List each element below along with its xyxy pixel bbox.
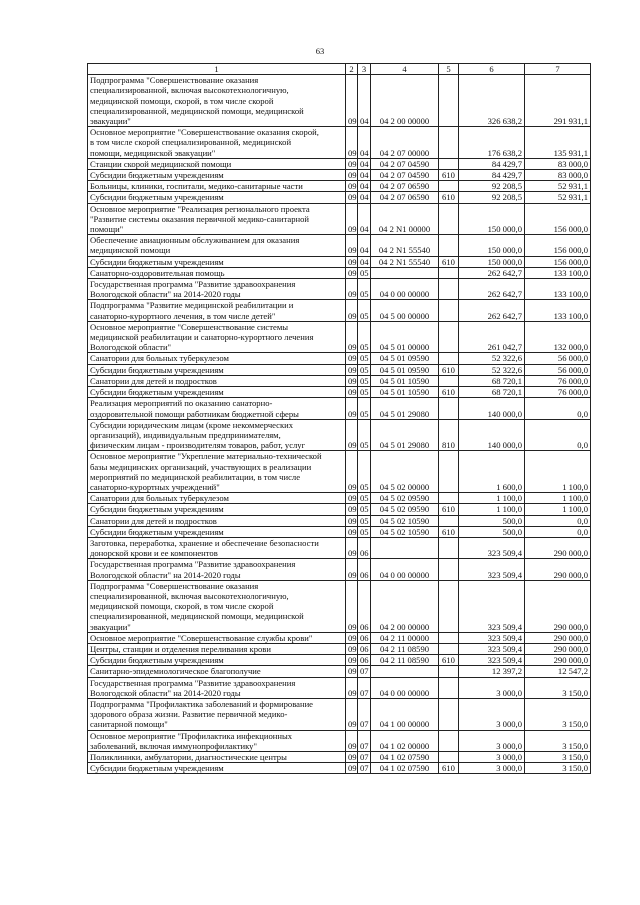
row-target-article-cell: 04 2 11 08590 xyxy=(371,643,439,654)
table-row xyxy=(88,655,591,666)
row-expense-type-cell xyxy=(439,353,459,364)
row-expense-type-cell: 610 xyxy=(439,526,459,537)
row-subsection-cell: 07 xyxy=(358,752,371,763)
table-row xyxy=(88,677,591,698)
row-amount-1-cell: 12 397,2 xyxy=(459,666,525,677)
row-amount-2-cell: 290 000,0 xyxy=(525,643,591,654)
row-expense-type-cell xyxy=(439,267,459,278)
row-subsection-cell: 05 xyxy=(358,398,371,419)
row-name-cell: Субсидии бюджетным учреждениям xyxy=(88,364,346,375)
row-subsection-cell: 06 xyxy=(358,655,371,666)
row-amount-1-cell: 150 000,0 xyxy=(459,203,525,235)
table-row xyxy=(88,170,591,181)
row-name-cell: Санатории для детей и подростков xyxy=(88,375,346,386)
row-subsection-cell: 05 xyxy=(358,504,371,515)
row-amount-1-cell: 262 642,7 xyxy=(459,279,525,300)
table-row xyxy=(88,666,591,677)
row-name-cell: Субсидии бюджетным учреждениям xyxy=(88,655,346,666)
table-body xyxy=(88,75,591,774)
row-subsection-cell: 05 xyxy=(358,300,371,321)
header-col-subsection: 3 xyxy=(358,64,371,75)
row-amount-2-cell: 0,0 xyxy=(525,398,591,419)
row-amount-2-cell: 156 000,0 xyxy=(525,256,591,267)
table-row xyxy=(88,375,591,386)
row-target-article-cell: 04 2 N1 55540 xyxy=(371,256,439,267)
row-subsection-cell: 06 xyxy=(358,559,371,580)
row-section-cell: 09 xyxy=(346,763,358,774)
row-expense-type-cell: 610 xyxy=(439,192,459,203)
row-amount-1-cell: 150 000,0 xyxy=(459,256,525,267)
row-amount-1-cell: 3 000,0 xyxy=(459,677,525,698)
row-expense-type-cell xyxy=(439,300,459,321)
table-row xyxy=(88,451,591,493)
header-col-section: 2 xyxy=(346,64,358,75)
row-expense-type-cell xyxy=(439,677,459,698)
row-section-cell: 09 xyxy=(346,419,358,451)
row-name-cell: Санатории для детей и подростков xyxy=(88,515,346,526)
table-row xyxy=(88,364,591,375)
table-row xyxy=(88,526,591,537)
row-name-cell: Субсидии бюджетным учреждениям xyxy=(88,526,346,537)
row-name-cell: Подпрограмма "Профилактика заболеваний и формирование здорового образа жизни. Развитие первичной медико- санитарной помощи" xyxy=(88,698,346,730)
row-name-cell: Заготовка, переработка, хранение и обеспечение безопасности донорской крови и ее компонентов xyxy=(88,537,346,558)
row-amount-2-cell: 133 100,0 xyxy=(525,267,591,278)
row-subsection-cell: 04 xyxy=(358,158,371,169)
row-name-cell: Подпрограмма "Совершенствование оказания специализированной, включая высокотехнологичную, медицинской помощи, скорой, в том числе скорой специализированной, медицинской помощи, медицинской эвакуации" xyxy=(88,580,346,632)
row-name-cell: Субсидии бюджетным учреждениям xyxy=(88,763,346,774)
row-section-cell: 09 xyxy=(346,267,358,278)
row-expense-type-cell xyxy=(439,559,459,580)
row-amount-1-cell: 323 509,4 xyxy=(459,643,525,654)
header-col-name: 1 xyxy=(88,64,346,75)
row-amount-1-cell: 3 000,0 xyxy=(459,763,525,774)
table-row xyxy=(88,279,591,300)
row-target-article-cell: 04 5 01 09590 xyxy=(371,364,439,375)
row-target-article-cell: 04 2 00 00000 xyxy=(371,580,439,632)
table-row xyxy=(88,559,591,580)
row-name-cell: Государственная программа "Развитие здравоохранения Вологодской области" на 2014-2020 годы xyxy=(88,559,346,580)
row-amount-1-cell: 68 720,1 xyxy=(459,375,525,386)
row-section-cell: 09 xyxy=(346,387,358,398)
row-subsection-cell: 06 xyxy=(358,537,371,558)
row-target-article-cell: 04 5 02 10590 xyxy=(371,526,439,537)
row-section-cell: 09 xyxy=(346,181,358,192)
row-expense-type-cell xyxy=(439,632,459,643)
row-target-article-cell: 04 5 01 09590 xyxy=(371,353,439,364)
row-amount-1-cell: 323 509,4 xyxy=(459,559,525,580)
row-subsection-cell: 04 xyxy=(358,170,371,181)
row-amount-2-cell: 76 000,0 xyxy=(525,387,591,398)
row-expense-type-cell xyxy=(439,451,459,493)
row-expense-type-cell xyxy=(439,580,459,632)
row-target-article-cell: 04 2 00 00000 xyxy=(371,75,439,127)
row-subsection-cell: 05 xyxy=(358,515,371,526)
table-row xyxy=(88,632,591,643)
row-expense-type-cell xyxy=(439,643,459,654)
row-target-article-cell xyxy=(371,267,439,278)
row-section-cell: 09 xyxy=(346,677,358,698)
row-target-article-cell: 04 1 02 07590 xyxy=(371,752,439,763)
row-amount-2-cell: 1 100,0 xyxy=(525,504,591,515)
row-amount-1-cell: 140 000,0 xyxy=(459,398,525,419)
row-amount-1-cell: 262 642,7 xyxy=(459,300,525,321)
row-expense-type-cell xyxy=(439,493,459,504)
row-section-cell: 09 xyxy=(346,451,358,493)
row-amount-2-cell: 290 000,0 xyxy=(525,537,591,558)
table-row xyxy=(88,763,591,774)
row-subsection-cell: 04 xyxy=(358,127,371,159)
table-row xyxy=(88,267,591,278)
row-amount-2-cell: 3 150,0 xyxy=(525,763,591,774)
row-expense-type-cell xyxy=(439,537,459,558)
row-section-cell: 09 xyxy=(346,698,358,730)
row-subsection-cell: 05 xyxy=(358,419,371,451)
row-section-cell: 09 xyxy=(346,235,358,256)
row-amount-2-cell: 0,0 xyxy=(525,419,591,451)
row-amount-1-cell: 500,0 xyxy=(459,515,525,526)
row-subsection-cell: 07 xyxy=(358,666,371,677)
row-amount-1-cell: 52 322,6 xyxy=(459,364,525,375)
row-section-cell: 09 xyxy=(346,75,358,127)
row-name-cell: Больницы, клиники, госпитали, медико-санитарные части xyxy=(88,181,346,192)
row-target-article-cell xyxy=(371,537,439,558)
row-name-cell: Подпрограмма "Совершенствование оказания специализированной, включая высокотехнологичную, медицинской помощи, скорой, в том числе скорой специализированной, медицинской помощи, медицинской эвакуации" xyxy=(88,75,346,127)
row-expense-type-cell: 610 xyxy=(439,387,459,398)
row-subsection-cell: 07 xyxy=(358,677,371,698)
row-name-cell: Субсидии бюджетным учреждениям xyxy=(88,256,346,267)
table-row xyxy=(88,698,591,730)
row-expense-type-cell xyxy=(439,515,459,526)
row-subsection-cell: 05 xyxy=(358,387,371,398)
row-name-cell: Основное мероприятие "Укрепление материально-технической базы медицинских организаций, участвующих в реализации мероприятий по медицинской реабилитации, в том числе санаторно-курортных учреждений" xyxy=(88,451,346,493)
header-col-amount-1: 6 xyxy=(459,64,525,75)
table-row xyxy=(88,752,591,763)
row-name-cell: Субсидии бюджетным учреждениям xyxy=(88,170,346,181)
row-section-cell: 09 xyxy=(346,127,358,159)
row-amount-1-cell: 176 638,2 xyxy=(459,127,525,159)
row-amount-1-cell: 326 638,2 xyxy=(459,75,525,127)
row-expense-type-cell xyxy=(439,279,459,300)
table-row xyxy=(88,580,591,632)
row-target-article-cell: 04 5 01 10590 xyxy=(371,375,439,386)
row-amount-1-cell: 68 720,1 xyxy=(459,387,525,398)
row-section-cell: 09 xyxy=(346,504,358,515)
row-amount-1-cell: 1 600,0 xyxy=(459,451,525,493)
row-section-cell: 09 xyxy=(346,158,358,169)
row-section-cell: 09 xyxy=(346,580,358,632)
row-expense-type-cell xyxy=(439,75,459,127)
row-amount-1-cell: 150 000,0 xyxy=(459,235,525,256)
row-amount-2-cell: 156 000,0 xyxy=(525,235,591,256)
row-name-cell: Подпрограмма "Развитие медицинской реабилитации и санаторно-курортного лечения, в том числе детей" xyxy=(88,300,346,321)
row-name-cell: Субсидии бюджетным учреждениям xyxy=(88,192,346,203)
row-amount-2-cell: 83 000,0 xyxy=(525,170,591,181)
row-subsection-cell: 05 xyxy=(358,364,371,375)
row-amount-2-cell: 156 000,0 xyxy=(525,203,591,235)
row-amount-2-cell: 12 547,2 xyxy=(525,666,591,677)
header-col-expense-type: 5 xyxy=(439,64,459,75)
row-amount-1-cell: 323 509,4 xyxy=(459,632,525,643)
table-row xyxy=(88,192,591,203)
row-name-cell: Государственная программа "Развитие здравоохранения Вологодской области" на 2014-2020 годы xyxy=(88,279,346,300)
row-target-article-cell: 04 5 01 10590 xyxy=(371,387,439,398)
row-section-cell: 09 xyxy=(346,364,358,375)
row-name-cell: Центры, станции и отделения переливания крови xyxy=(88,643,346,654)
row-amount-1-cell: 92 208,5 xyxy=(459,192,525,203)
row-amount-2-cell: 3 150,0 xyxy=(525,752,591,763)
table-row xyxy=(88,127,591,159)
row-section-cell: 09 xyxy=(346,493,358,504)
row-expense-type-cell xyxy=(439,127,459,159)
row-name-cell: Государственная программа "Развитие здравоохранения Вологодской области" на 2014-2020 годы xyxy=(88,677,346,698)
row-name-cell: Субсидии юридическим лицам (кроме некоммерческих организаций), индивидуальным предпринимателям, физическим лицам - производителям товаров, работ, услуг xyxy=(88,419,346,451)
table-header-row xyxy=(88,64,591,75)
row-subsection-cell: 05 xyxy=(358,267,371,278)
row-target-article-cell: 04 2 07 06590 xyxy=(371,192,439,203)
row-section-cell: 09 xyxy=(346,655,358,666)
row-name-cell: Санитарно-эпидемиологическое благополучие xyxy=(88,666,346,677)
table-row xyxy=(88,256,591,267)
row-target-article-cell: 04 1 02 07590 xyxy=(371,763,439,774)
row-amount-2-cell: 76 000,0 xyxy=(525,375,591,386)
row-section-cell: 09 xyxy=(346,752,358,763)
row-amount-1-cell: 500,0 xyxy=(459,526,525,537)
row-amount-2-cell: 290 000,0 xyxy=(525,580,591,632)
table-row xyxy=(88,537,591,558)
row-section-cell: 09 xyxy=(346,515,358,526)
row-section-cell: 09 xyxy=(346,256,358,267)
table-row xyxy=(88,398,591,419)
row-expense-type-cell: 610 xyxy=(439,655,459,666)
row-section-cell: 09 xyxy=(346,353,358,364)
row-subsection-cell: 05 xyxy=(358,451,371,493)
row-section-cell: 09 xyxy=(346,559,358,580)
row-amount-2-cell: 290 000,0 xyxy=(525,655,591,666)
row-section-cell: 09 xyxy=(346,203,358,235)
row-target-article-cell: 04 0 00 00000 xyxy=(371,677,439,698)
row-name-cell: Реализация мероприятий по оказанию санаторно- оздоровительной помощи работникам бюджетной сферы xyxy=(88,398,346,419)
row-section-cell: 09 xyxy=(346,192,358,203)
row-subsection-cell: 07 xyxy=(358,763,371,774)
row-target-article-cell: 04 2 07 00000 xyxy=(371,127,439,159)
row-expense-type-cell xyxy=(439,181,459,192)
row-name-cell: Субсидии бюджетным учреждениям xyxy=(88,504,346,515)
row-expense-type-cell xyxy=(439,158,459,169)
row-amount-2-cell: 291 931,1 xyxy=(525,75,591,127)
row-name-cell: Санатории для больных туберкулезом xyxy=(88,493,346,504)
row-name-cell: Санаторно-оздоровительная помощь xyxy=(88,267,346,278)
page-number: 63 xyxy=(315,46,325,56)
row-section-cell: 09 xyxy=(346,526,358,537)
row-amount-1-cell: 323 509,4 xyxy=(459,580,525,632)
row-amount-2-cell: 290 000,0 xyxy=(525,632,591,643)
row-target-article-cell: 04 5 01 29080 xyxy=(371,398,439,419)
header-col-target-article: 4 xyxy=(371,64,439,75)
row-section-cell: 09 xyxy=(346,398,358,419)
row-amount-2-cell: 56 000,0 xyxy=(525,364,591,375)
row-amount-2-cell: 133 100,0 xyxy=(525,279,591,300)
row-subsection-cell: 04 xyxy=(358,235,371,256)
row-target-article-cell: 04 5 00 00000 xyxy=(371,300,439,321)
row-amount-1-cell: 3 000,0 xyxy=(459,730,525,751)
row-amount-2-cell: 133 100,0 xyxy=(525,300,591,321)
row-amount-2-cell: 132 000,0 xyxy=(525,321,591,353)
row-subsection-cell: 05 xyxy=(358,526,371,537)
row-name-cell: Основное мероприятие "Совершенствование оказания скорой, в том числе скорой специализированной, медицинской помощи, медицинской эвакуации" xyxy=(88,127,346,159)
row-name-cell: Обеспечение авиационным обслуживанием для оказания медицинской помощи xyxy=(88,235,346,256)
row-amount-2-cell: 0,0 xyxy=(525,515,591,526)
row-amount-1-cell: 1 100,0 xyxy=(459,504,525,515)
row-target-article-cell: 04 0 00 00000 xyxy=(371,559,439,580)
table-row xyxy=(88,235,591,256)
row-expense-type-cell xyxy=(439,203,459,235)
row-amount-2-cell: 52 931,1 xyxy=(525,192,591,203)
row-section-cell: 09 xyxy=(346,375,358,386)
row-amount-2-cell: 56 000,0 xyxy=(525,353,591,364)
table-row xyxy=(88,203,591,235)
row-name-cell: Основное мероприятие "Реализация регионального проекта "Развитие системы оказания первичной медико-санитарной помощи" xyxy=(88,203,346,235)
row-subsection-cell: 06 xyxy=(358,580,371,632)
row-target-article-cell: 04 2 07 04590 xyxy=(371,158,439,169)
row-amount-2-cell: 1 100,0 xyxy=(525,451,591,493)
row-target-article-cell: 04 2 N1 00000 xyxy=(371,203,439,235)
table-row xyxy=(88,353,591,364)
row-amount-2-cell: 135 931,1 xyxy=(525,127,591,159)
row-section-cell: 09 xyxy=(346,643,358,654)
row-section-cell: 09 xyxy=(346,300,358,321)
row-expense-type-cell: 610 xyxy=(439,170,459,181)
row-name-cell: Основное мероприятие "Совершенствование службы крови" xyxy=(88,632,346,643)
row-amount-2-cell: 3 150,0 xyxy=(525,698,591,730)
row-target-article-cell: 04 1 02 00000 xyxy=(371,730,439,751)
table-row xyxy=(88,300,591,321)
row-expense-type-cell xyxy=(439,321,459,353)
row-section-cell: 09 xyxy=(346,537,358,558)
row-target-article-cell: 04 5 02 10590 xyxy=(371,515,439,526)
row-subsection-cell: 07 xyxy=(358,730,371,751)
table-row xyxy=(88,419,591,451)
row-amount-2-cell: 290 000,0 xyxy=(525,559,591,580)
row-name-cell: Поликлиники, амбулатории, диагностические центры xyxy=(88,752,346,763)
row-target-article-cell: 04 2 07 06590 xyxy=(371,181,439,192)
row-expense-type-cell: 810 xyxy=(439,419,459,451)
row-section-cell: 09 xyxy=(346,321,358,353)
row-expense-type-cell: 610 xyxy=(439,763,459,774)
row-name-cell: Станции скорой медицинской помощи xyxy=(88,158,346,169)
row-target-article-cell: 04 5 02 09590 xyxy=(371,493,439,504)
row-subsection-cell: 04 xyxy=(358,192,371,203)
row-target-article-cell: 04 2 11 08590 xyxy=(371,655,439,666)
row-target-article-cell xyxy=(371,666,439,677)
row-amount-1-cell: 1 100,0 xyxy=(459,493,525,504)
row-target-article-cell: 04 2 N1 55540 xyxy=(371,235,439,256)
row-section-cell: 09 xyxy=(346,279,358,300)
header-col-amount-2: 7 xyxy=(525,64,591,75)
row-amount-1-cell: 92 208,5 xyxy=(459,181,525,192)
row-amount-2-cell: 83 000,0 xyxy=(525,158,591,169)
row-name-cell: Субсидии бюджетным учреждениям xyxy=(88,387,346,398)
row-target-article-cell: 04 5 02 00000 xyxy=(371,451,439,493)
row-section-cell: 09 xyxy=(346,666,358,677)
row-amount-1-cell: 323 509,4 xyxy=(459,537,525,558)
table-row xyxy=(88,75,591,127)
row-amount-1-cell: 323 509,4 xyxy=(459,655,525,666)
table-row xyxy=(88,158,591,169)
row-subsection-cell: 05 xyxy=(358,493,371,504)
table-row xyxy=(88,181,591,192)
row-amount-2-cell: 3 150,0 xyxy=(525,730,591,751)
table-row xyxy=(88,321,591,353)
row-section-cell: 09 xyxy=(346,170,358,181)
row-expense-type-cell xyxy=(439,752,459,763)
row-target-article-cell: 04 1 00 00000 xyxy=(371,698,439,730)
row-name-cell: Основное мероприятие "Совершенствование системы медицинской реабилитации и санаторно-курортного лечения Вологодской области" xyxy=(88,321,346,353)
row-subsection-cell: 05 xyxy=(358,375,371,386)
row-expense-type-cell: 610 xyxy=(439,256,459,267)
row-target-article-cell: 04 5 01 29080 xyxy=(371,419,439,451)
row-subsection-cell: 07 xyxy=(358,698,371,730)
table-row xyxy=(88,504,591,515)
row-subsection-cell: 06 xyxy=(358,632,371,643)
row-amount-2-cell: 3 150,0 xyxy=(525,677,591,698)
table-row xyxy=(88,730,591,751)
row-expense-type-cell xyxy=(439,698,459,730)
row-target-article-cell: 04 0 00 00000 xyxy=(371,279,439,300)
row-expense-type-cell xyxy=(439,375,459,386)
row-name-cell: Основное мероприятие "Профилактика инфекционных заболеваний, включая иммунопрофилактику" xyxy=(88,730,346,751)
row-section-cell: 09 xyxy=(346,632,358,643)
row-subsection-cell: 05 xyxy=(358,321,371,353)
table-row xyxy=(88,643,591,654)
row-subsection-cell: 05 xyxy=(358,353,371,364)
row-amount-1-cell: 52 322,6 xyxy=(459,353,525,364)
row-target-article-cell: 04 2 11 00000 xyxy=(371,632,439,643)
row-expense-type-cell xyxy=(439,666,459,677)
table-row xyxy=(88,493,591,504)
row-target-article-cell: 04 2 07 04590 xyxy=(371,170,439,181)
row-subsection-cell: 06 xyxy=(358,643,371,654)
row-amount-1-cell: 84 429,7 xyxy=(459,158,525,169)
row-amount-1-cell: 84 429,7 xyxy=(459,170,525,181)
row-expense-type-cell xyxy=(439,730,459,751)
row-amount-2-cell: 0,0 xyxy=(525,526,591,537)
row-expense-type-cell: 610 xyxy=(439,364,459,375)
row-subsection-cell: 05 xyxy=(358,279,371,300)
row-target-article-cell: 04 5 01 00000 xyxy=(371,321,439,353)
row-amount-1-cell: 262 642,7 xyxy=(459,267,525,278)
row-subsection-cell: 04 xyxy=(358,256,371,267)
table-row xyxy=(88,387,591,398)
row-expense-type-cell: 610 xyxy=(439,504,459,515)
table-row xyxy=(88,515,591,526)
row-amount-2-cell: 52 931,1 xyxy=(525,181,591,192)
budget-table xyxy=(87,63,591,774)
row-amount-1-cell: 3 000,0 xyxy=(459,752,525,763)
row-name-cell: Санатории для больных туберкулезом xyxy=(88,353,346,364)
row-subsection-cell: 04 xyxy=(358,203,371,235)
row-amount-1-cell: 140 000,0 xyxy=(459,419,525,451)
row-subsection-cell: 04 xyxy=(358,75,371,127)
row-expense-type-cell xyxy=(439,398,459,419)
row-amount-1-cell: 3 000,0 xyxy=(459,698,525,730)
row-amount-1-cell: 261 042,7 xyxy=(459,321,525,353)
row-subsection-cell: 04 xyxy=(358,181,371,192)
row-section-cell: 09 xyxy=(346,730,358,751)
row-target-article-cell: 04 5 02 09590 xyxy=(371,504,439,515)
row-expense-type-cell xyxy=(439,235,459,256)
row-amount-2-cell: 1 100,0 xyxy=(525,493,591,504)
